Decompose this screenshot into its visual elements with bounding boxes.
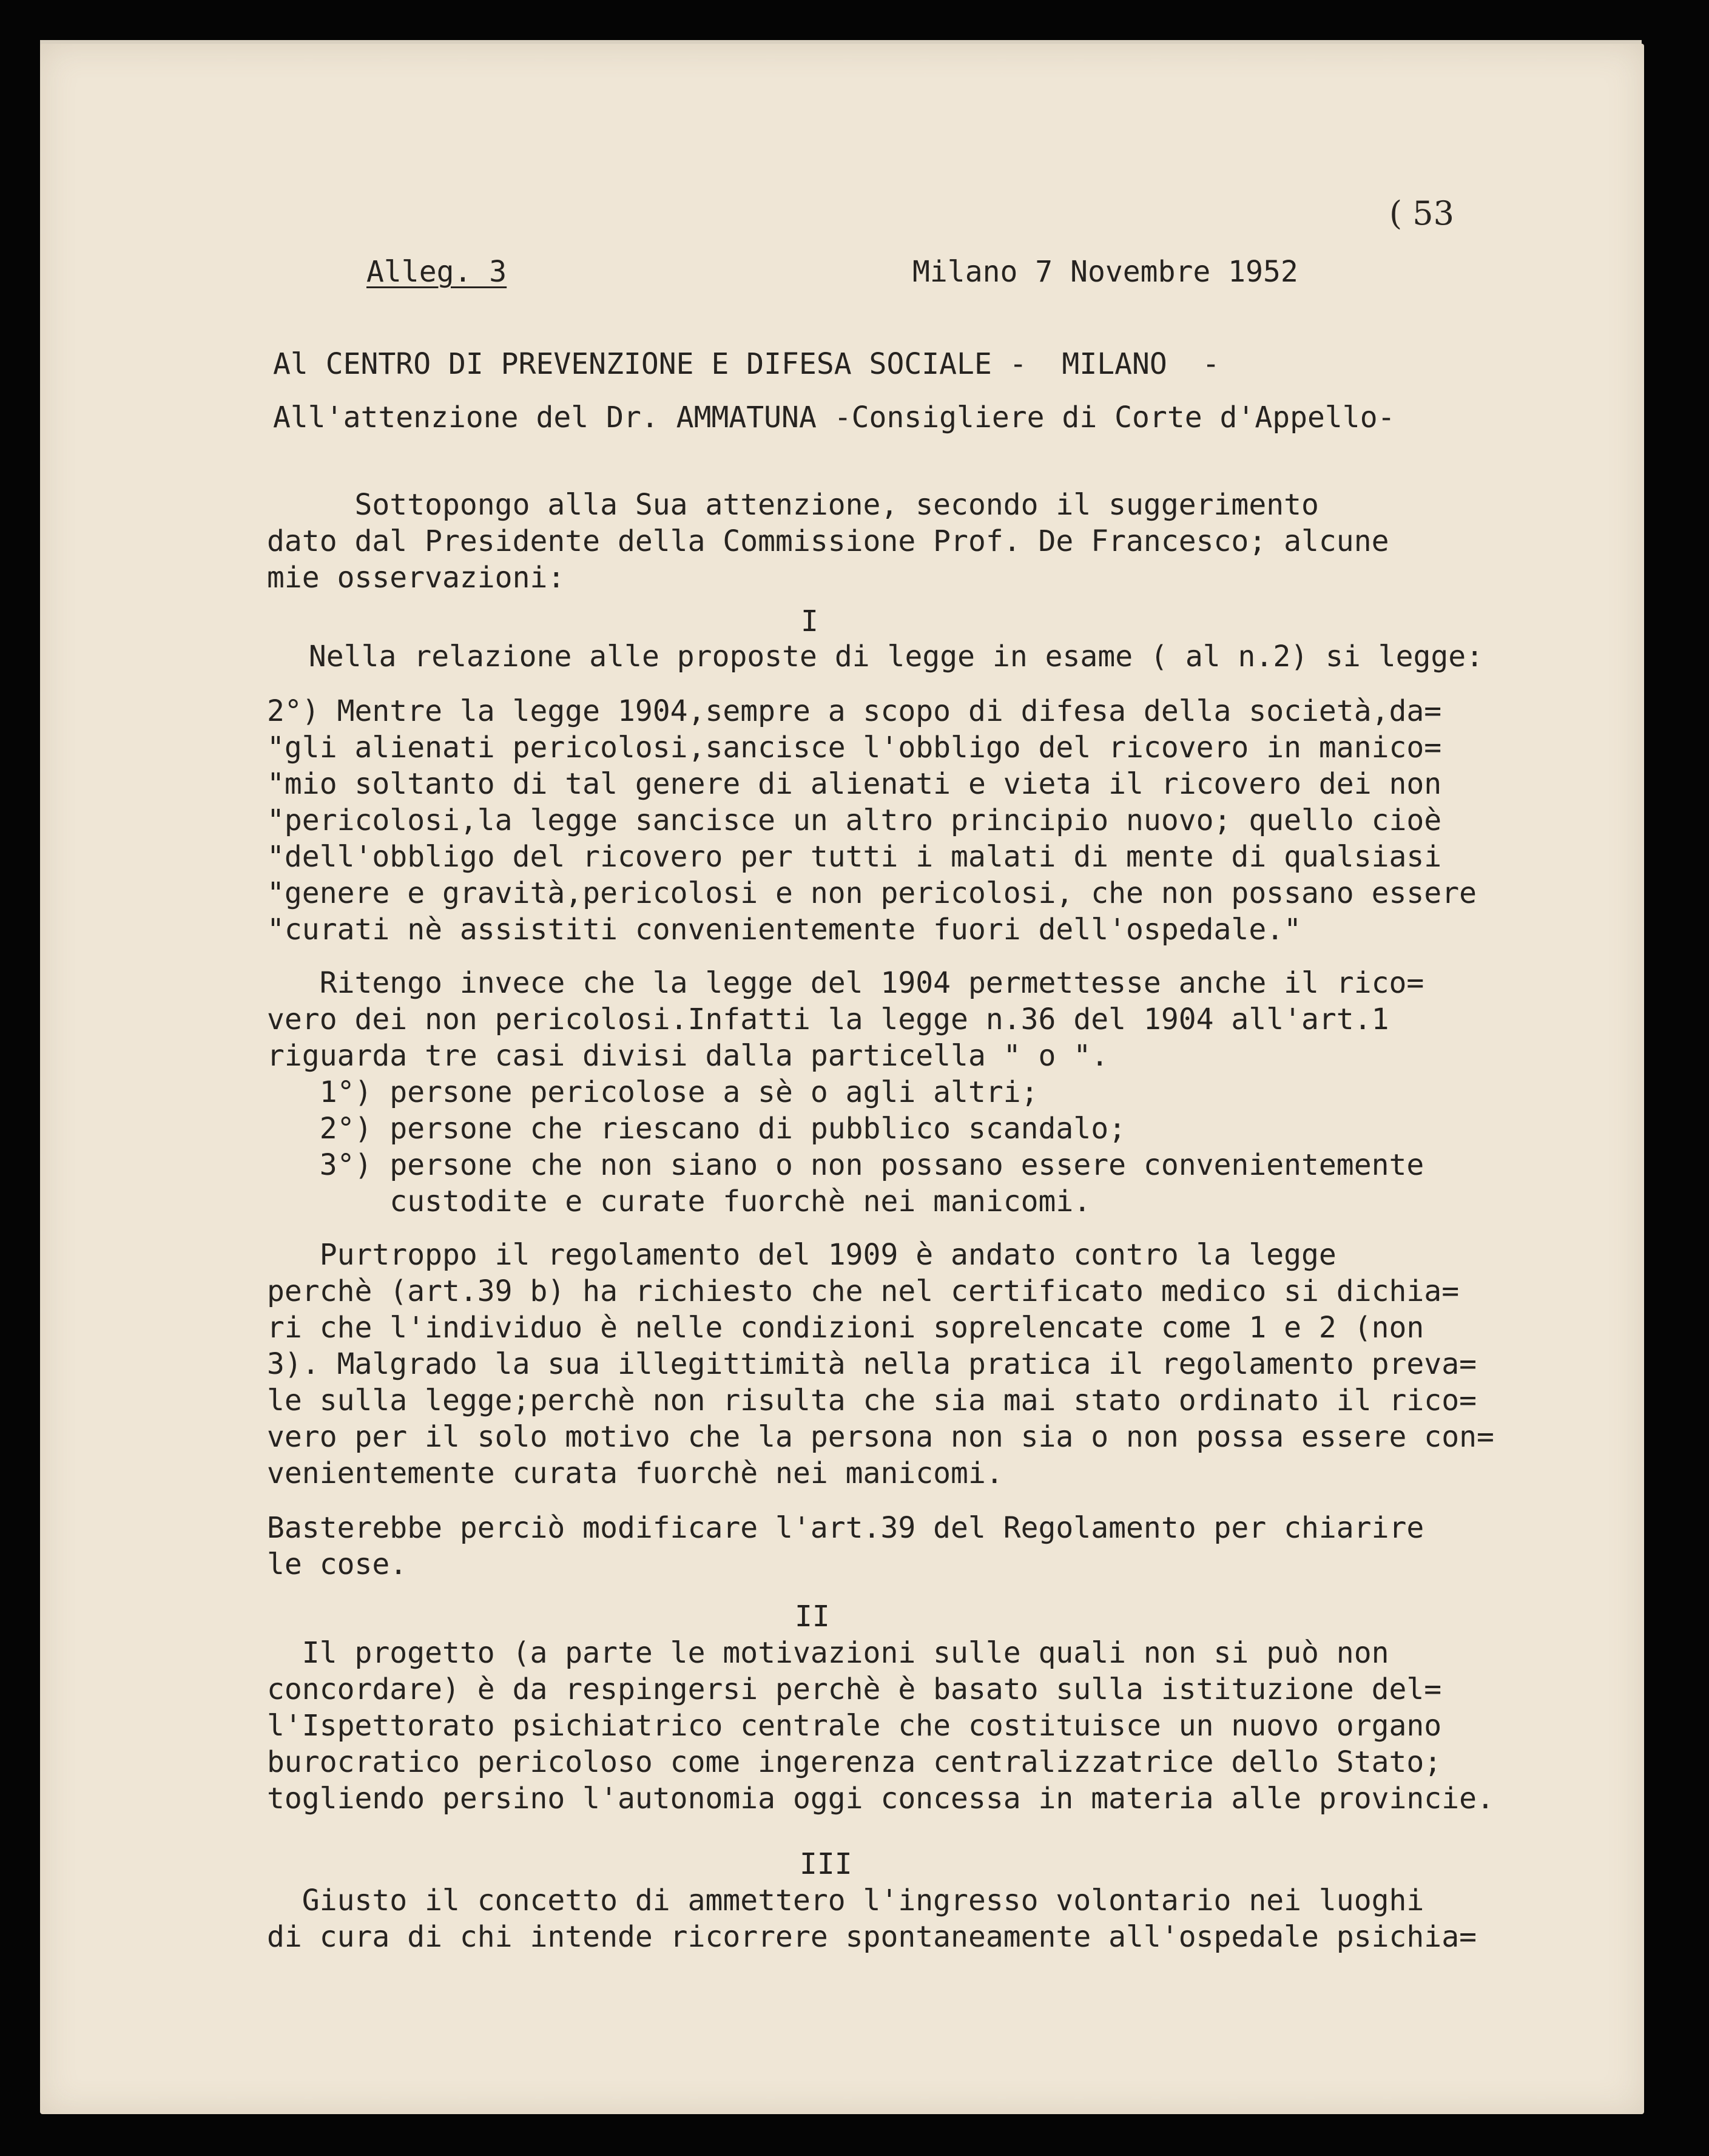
- section-3-line: di cura di chi intende ricorrere spontaneamente all'ospedale psichia=: [267, 1920, 1477, 1954]
- intro-line: dato dal Presidente della Commissione Prof. De Francesco; alcune: [267, 524, 1389, 558]
- section-1-line: 2°) persone che riescano di pubblico scandalo;: [267, 1112, 1127, 1146]
- section-1-line: le cose.: [267, 1547, 408, 1581]
- intro-line: Sottopongo alla Sua attenzione, secondo il suggerimento: [267, 488, 1319, 522]
- section-1-line: 2°) Mentre la legge 1904,sempre a scopo di difesa della società,da=: [267, 694, 1442, 728]
- section-1-line: riguarda tre casi divisi dalla particella " o ".: [267, 1039, 1109, 1073]
- section-1-line: vero per il solo motivo che la persona non sia o non possa essere con=: [267, 1420, 1494, 1454]
- section-2-line: burocratico pericoloso come ingerenza centralizzatrice dello Stato;: [267, 1745, 1442, 1779]
- section-1-line: 1°) persone pericolose a sè o agli altri;: [267, 1075, 1039, 1109]
- section-1-line: 3°) persone che non siano o non possano essere convenientemente: [267, 1148, 1424, 1182]
- section-1-line: "genere e gravità,pericolosi e non pericolosi, che non possano essere: [267, 876, 1477, 910]
- section-1-line: perchè (art.39 b) ha richiesto che nel certificato medico si dichia=: [267, 1274, 1460, 1308]
- section-1-line: ri che l'individuo è nelle condizioni soprelencate come 1 e 2 (non: [267, 1311, 1424, 1345]
- section-numeral-3: III: [800, 1847, 852, 1881]
- section-1-line: Purtroppo il regolamento del 1909 è andato contro la legge: [267, 1238, 1337, 1272]
- section-3-line: Giusto il concetto di ammettero l'ingresso volontario nei luoghi: [267, 1884, 1424, 1918]
- section-1-line: "curati nè assistiti convenientemente fuori dell'ospedale.": [267, 913, 1302, 947]
- section-1-line: "pericolosi,la legge sancisce un altro principio nuovo; quello cioè: [267, 803, 1442, 837]
- date-line: Milano 7 Novembre 1952: [912, 255, 1298, 289]
- section-1-line: vero dei non pericolosi.Infatti la legge n.36 del 1904 all'art.1: [267, 1002, 1389, 1036]
- section-1-line: 3). Malgrado la sua illegittimità nella pratica il regolamento preva=: [267, 1347, 1477, 1381]
- section-1-line: "dell'obbligo del ricovero per tutti i malati di mente di qualsiasi: [267, 840, 1442, 874]
- section-2-line: togliendo persino l'autonomia oggi concessa in materia alle provincie.: [267, 1782, 1494, 1816]
- attachment-label: Alleg. 3: [366, 255, 507, 289]
- section-2-line: l'Ispettorato psichiatrico centrale che costituisce un nuovo organo: [267, 1709, 1442, 1743]
- addressee-line: Al CENTRO DI PREVENZIONE E DIFESA SOCIALE - MILANO -: [273, 347, 1220, 381]
- intro-line: mie osservazioni:: [267, 561, 565, 595]
- section-1-line: Nella relazione alle proposte di legge in esame ( al n.2) si legge:: [291, 640, 1484, 674]
- section-2-line: concordare) è da respingersi perchè è basato sulla istituzione del=: [267, 1672, 1442, 1706]
- section-1-line: Basterebbe perciò modificare l'art.39 del Regolamento per chiarire: [267, 1511, 1424, 1545]
- section-numeral-1: I: [801, 604, 818, 638]
- section-1-line: "gli alienati pericolosi,sancisce l'obbligo del ricovero in manico=: [267, 731, 1442, 765]
- attention-line: All'attenzione del Dr. AMMATUNA -Consigliere di Corte d'Appello-: [273, 400, 1395, 434]
- section-1-line: venientemente curata fuorchè nei manicomi.: [267, 1456, 1003, 1490]
- section-1-line: Ritengo invece che la legge del 1904 permettesse anche il rico=: [267, 966, 1424, 1000]
- section-1-line: "mio soltanto di tal genere di alienati e vieta il ricovero dei non: [267, 767, 1442, 801]
- section-1-line: le sulla legge;perchè non risulta che sia mai stato ordinato il rico=: [267, 1384, 1477, 1418]
- section-numeral-2: II: [795, 1600, 830, 1634]
- section-1-line: custodite e curate fuorchè nei manicomi.: [267, 1184, 1091, 1218]
- section-2-line: Il progetto (a parte le motivazioni sulle quali non si può non: [267, 1636, 1389, 1670]
- page-number: ( 53: [1389, 194, 1454, 232]
